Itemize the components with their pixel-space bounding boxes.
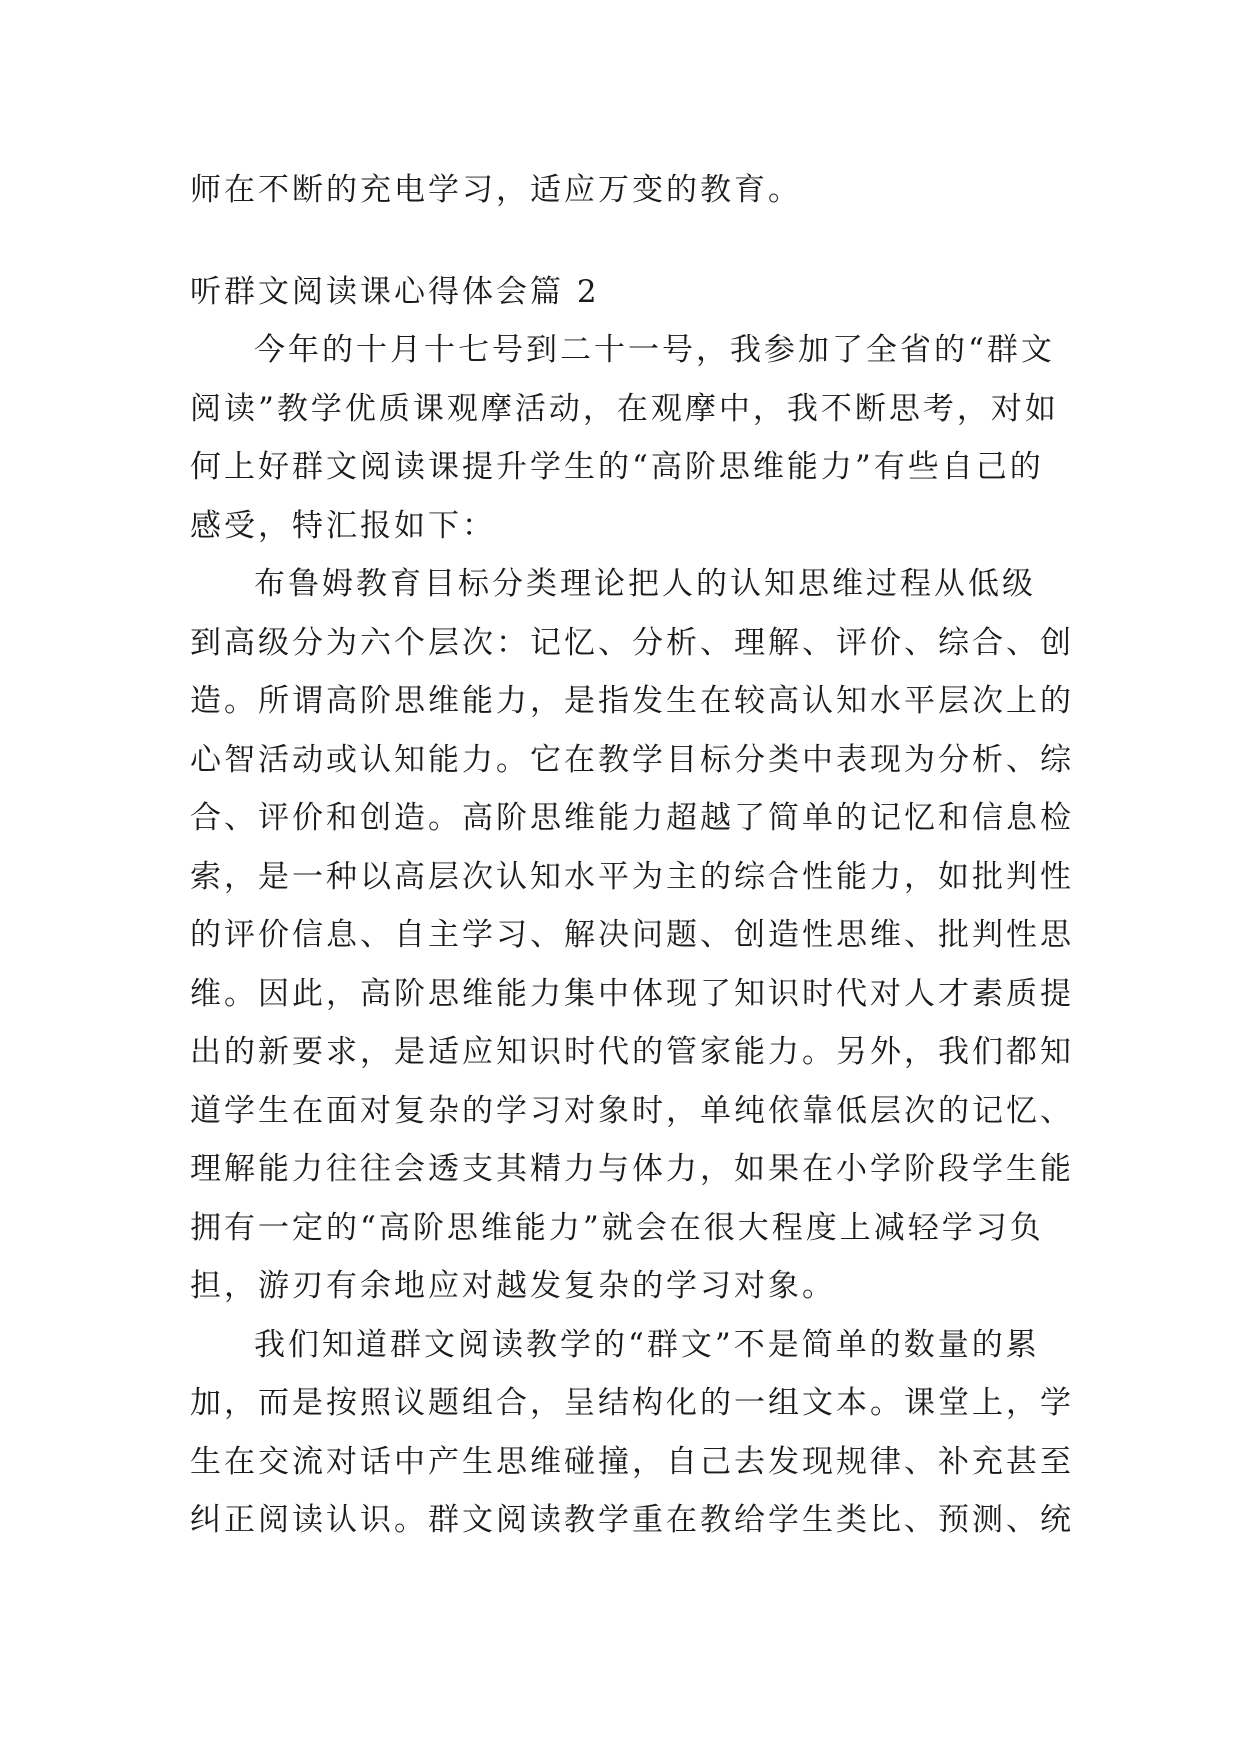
paragraph-line: 心智活动或认知能力。它在教学目标分类中表现为分析、综 xyxy=(190,741,1074,778)
fragment-line: 师在不断的充电学习，适应万变的教育。 xyxy=(190,172,802,208)
paragraph-line: 我们知道群文阅读教学的“群文”不是简单的数量的累 xyxy=(254,1326,1040,1363)
paragraph-line: 生在交流对话中产生思维碰撞，自己去发现规律、补充甚至 xyxy=(190,1443,1074,1480)
paragraph-line: 索，是一种以高层次认知水平为主的综合性能力，如批判性 xyxy=(190,858,1074,895)
paragraph-line: 的评价信息、自主学习、解决问题、创造性思维、批判性思 xyxy=(190,917,1074,953)
paragraph-line: 布鲁姆教育目标分类理论把人的认知思维过程从低级 xyxy=(254,566,1036,602)
paragraph-line: 维。因此，高阶思维能力集中体现了知识时代对人才素质提 xyxy=(190,975,1074,1012)
paragraph-line: 道学生在面对复杂的学习对象时，单纯依靠低层次的记忆、 xyxy=(190,1092,1074,1129)
paragraph-line: 担，游刃有余地应对越发复杂的学习对象。 xyxy=(190,1268,836,1304)
paragraph-line: 感受，特汇报如下： xyxy=(190,507,496,544)
section-heading: 听群文阅读课心得体会篇 2 xyxy=(190,273,600,310)
paragraph-line: 今年的十月十七号到二十一号，我参加了全省的“群文 xyxy=(254,332,1055,368)
paragraph-3 xyxy=(190,1316,1074,1550)
section-gap xyxy=(190,220,1070,263)
paragraph-line: 合、评价和创造。高阶思维能力超越了简单的记忆和信息检 xyxy=(190,800,1074,836)
paragraph-line: 到高级分为六个层次：记忆、分析、理解、评价、综合、创 xyxy=(190,624,1074,661)
document-body xyxy=(190,161,1074,1550)
paragraph-line: 加，而是按照议题组合，呈结构化的一组文本。课堂上，学 xyxy=(190,1385,1074,1421)
paragraph-line: 造。所谓高阶思维能力，是指发生在较高认知水平层次上的 xyxy=(190,683,1074,719)
paragraph-line: 阅读”教学优质课观摩活动，在观摩中，我不断思考，对如 xyxy=(190,390,1059,427)
paragraph-line: 何上好群文阅读课提升学生的“高阶思维能力”有些自己的 xyxy=(190,449,1044,485)
paragraph-line: 纠正阅读认识。群文阅读教学重在教给学生类比、预测、统 xyxy=(190,1502,1074,1538)
paragraph-line: 拥有一定的“高阶思维能力”就会在很大程度上减轻学习负 xyxy=(190,1209,1044,1246)
paragraph-line: 出的新要求，是适应知识时代的管家能力。另外，我们都知 xyxy=(190,1034,1074,1070)
paragraph-2 xyxy=(190,555,1074,1316)
paragraph-line: 理解能力往往会透支其精力与体力，如果在小学阶段学生能 xyxy=(190,1151,1074,1187)
paragraph-1 xyxy=(190,321,1070,555)
